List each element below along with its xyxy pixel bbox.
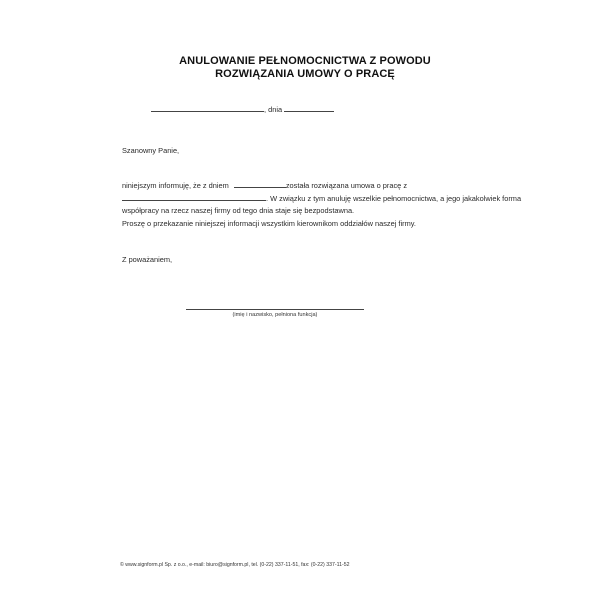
place-date-label: , dnia bbox=[264, 105, 283, 114]
employee-name-blank bbox=[122, 193, 266, 201]
signature-caption: (imię i nazwisko, pełniona funkcja) bbox=[232, 312, 318, 318]
salutation: Szanowny Panie, bbox=[122, 146, 180, 155]
footer-copyright: © www.signform.pl Sp. z o.o., e-mail: biuro@signform.pl, tel. (0-22) 337-11-51, fax: (0-22) 337-11-52 bbox=[120, 562, 350, 568]
body-line-4: Proszę o przekazanie niniejszej informacji wszystkim kierownikom oddziałów naszej firmy. bbox=[122, 219, 416, 228]
closing: Z poważaniem, bbox=[122, 255, 173, 264]
place-blank bbox=[151, 104, 264, 112]
body-line-1-start: niniejszym informuję, że z dniem bbox=[122, 181, 229, 190]
body-line-1-end: została rozwiązana umowa o pracę z bbox=[285, 181, 408, 190]
end-date-blank bbox=[234, 180, 286, 188]
body-line-2-end: . W związku z tym anuluję wszelkie pełnomocnictwa, a jego jakakolwiek forma bbox=[266, 194, 522, 203]
date-blank bbox=[284, 104, 334, 112]
document-title-line-1: ANULOWANIE PEŁNOMOCNICTWA Z POWODU bbox=[179, 55, 431, 67]
body-line-3: współpracy na rzecz naszej firmy od tego dnia staje się bezpodstawna. bbox=[122, 206, 355, 215]
place-date-line bbox=[151, 104, 334, 114]
document-title-line-2: ROZWIĄZANIA UMOWY O PRACĘ bbox=[215, 68, 395, 80]
body-line-2 bbox=[122, 193, 521, 203]
body-line-1 bbox=[122, 180, 407, 190]
signature-line bbox=[186, 309, 364, 310]
